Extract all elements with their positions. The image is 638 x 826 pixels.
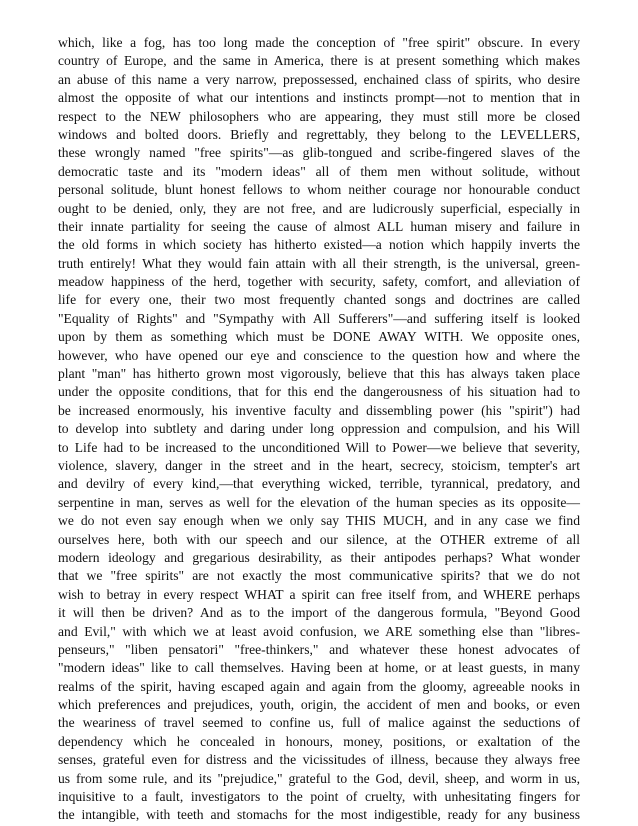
text-line: meadow happiness of the herd, together with security, safety, comfort, and alleviation of xyxy=(58,274,580,290)
document-page xyxy=(58,34,580,825)
text-line: serpentine in man, serves as well for the elevation of the human species as its opposite— xyxy=(58,494,580,510)
text-line: wish to betray in every respect WHAT a spirit can free itself from, and WHERE perhaps xyxy=(58,586,580,602)
text-line: under the opposite conditions, that for this end the dangerousness of his situation had to xyxy=(58,384,580,400)
text-line: truth entirely! What they would fain attain with all their strength, is the universal, green- xyxy=(58,255,580,271)
text-line: which, like a fog, has too long made the conception of "free spirit" obscure. In every xyxy=(58,35,580,50)
text-line: the old forms in which society has hitherto existed—a notion which happily inverts the xyxy=(58,237,580,253)
text-line: dependency which he concealed in honours, money, positions, or exaltation of the xyxy=(58,733,580,749)
text-line: it will then be driven? And as to the import of the dangerous formula, "Beyond Good xyxy=(58,605,580,621)
text-line: be increased enormously, his inventive faculty and dissembling power (his "spirit") had xyxy=(58,402,580,418)
text-line: ought to be denied, only, they are not free, and are ludicrously superficial, especially in xyxy=(58,200,580,216)
text-line: that we "free spirits" are not exactly the most communicative spirits? that we do not xyxy=(58,568,580,584)
text-line: modern ideology and gregarious desirability, as their antipodes perhaps? What wonder xyxy=(58,549,580,565)
text-line: us from some rule, and its "prejudice," grateful to the God, devil, sheep, and worm in us, xyxy=(58,770,580,786)
text-line: life for every one, their two most frequently chanted songs and doctrines are called xyxy=(58,292,580,308)
text-line: upon by them as something which must be DONE AWAY WITH. We opposite ones, xyxy=(58,329,580,345)
text-line: and devilry of every kind,—that everything wicked, terrible, tyrannical, predatory, and xyxy=(58,476,580,492)
text-line: we do not even say enough when we only say THIS MUCH, and in any case we find xyxy=(58,513,580,529)
text-line: realms of the spirit, having escaped again and again from the gloomy, agreeable nooks in xyxy=(58,678,580,694)
text-line: personal solitude, blunt honest fellows to whom neither courage nor honourable conduct xyxy=(58,182,580,198)
text-line: plant "man" has hitherto grown most vigorously, believe that this has always taken place xyxy=(58,366,580,382)
text-line: their innate partiality for seeing the cause of almost ALL human misery and failure in xyxy=(58,218,580,234)
text-line: to develop into subtlety and daring under long oppression and compulsion, and his Will xyxy=(58,421,580,437)
text-line: to Life had to be increased to the unconditioned Will to Power—we believe that severity, xyxy=(58,439,580,455)
text-line: almost the opposite of what our intentions and instincts prompt—not to mention that in xyxy=(58,90,580,106)
text-line: the weariness of travel seemed to confine us, full of malice against the seductions of xyxy=(58,715,580,731)
text-line: "modern ideas" like to call themselves. Having been at home, or at least guests, in many xyxy=(58,660,580,676)
text-line: the intangible, with teeth and stomachs for the most indigestible, ready for any business xyxy=(58,807,580,823)
text-line: democratic taste and its "modern ideas" all of them men without solitude, without xyxy=(58,163,580,179)
text-line: and Evil," with which we at least avoid confusion, we ARE something else than "libres- xyxy=(58,623,580,639)
text-line: penseurs," "liben pensatori" "free-thinkers," and whatever these honest advocates of xyxy=(58,641,580,657)
text-line: however, who have opened our eye and conscience to the question how and where the xyxy=(58,347,580,363)
text-line: which preferences and prejudices, youth, origin, the accident of men and books, or even xyxy=(58,697,580,713)
text-line: violence, slavery, danger in the street and in the heart, secrecy, stoicism, tempter's art xyxy=(58,457,580,473)
text-line: senses, grateful even for distress and the vicissitudes of illness, because they always free xyxy=(58,752,580,768)
text-line: these wrongly named "free spirits"—as glib-tongued and scribe-fingered slaves of the xyxy=(58,145,580,161)
text-line: an abuse of this name a very narrow, prepossessed, enchained class of spirits, who desire xyxy=(58,71,580,87)
text-line: ourselves here, both with our speech and our silence, at the OTHER extreme of all xyxy=(58,531,580,547)
text-line: "Equality of Rights" and "Sympathy with All Sufferers"—and suffering itself is looked xyxy=(58,310,580,326)
text-line: country of Europe, and the same in America, there is at present something which makes xyxy=(58,53,580,69)
text-line: inquisitive to a fault, investigators to the point of cruelty, with unhesitating fingers for xyxy=(58,789,580,805)
text-line: windows and bolted doors. Briefly and regrettably, they belong to the LEVELLERS, xyxy=(58,126,580,142)
body-text xyxy=(58,34,580,825)
text-line: respect to the NEW philosophers who are appearing, they must still more be closed xyxy=(58,108,580,124)
